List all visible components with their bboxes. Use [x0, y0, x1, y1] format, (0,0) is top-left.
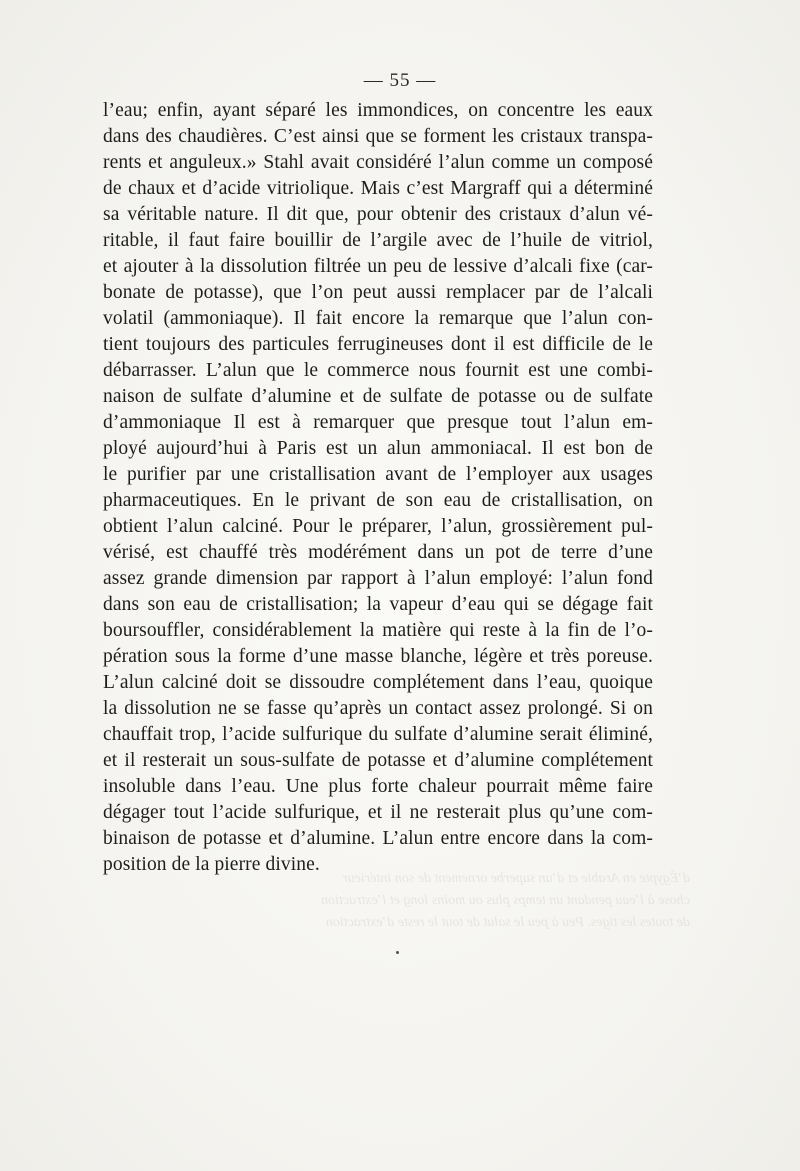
text-line: et ajouter à la dissolution filtrée un peu de lessive d’alcali fixe (car-	[103, 256, 653, 277]
text-line: d’ammoniaque Il est à remarquer que presque tout l’alun em-	[103, 412, 653, 433]
bleed-through-text: d’Égypte en Arabie et d’un superbe ornement de son intérieur chose à l’eau pendant un temps plus ou moins long et l’extraction de toutes les tiges. Peu à peu le salut de tout le reste d’extraction	[321, 871, 690, 930]
text-line: L’alun calciné doit se dissoudre complétement dans l’eau, quoique	[103, 672, 653, 693]
text-line: ritable, il faut faire bouillir de l’argile avec de l’huile de vitriol,	[103, 230, 653, 251]
text-line: sa véritable nature. Il dit que, pour obtenir des cristaux d’alun vé-	[103, 204, 653, 225]
text-line: naison de sulfate d’alumine et de sulfate de potasse ou de sulfate	[103, 386, 653, 407]
text-line: position de la pierre divine.	[103, 854, 320, 875]
text-line: tient toujours des particules ferrugineuses dont il est difficile de le	[103, 334, 653, 355]
text-line: rents et anguleux.» Stahl avait considéré l’alun comme un composé	[103, 152, 653, 173]
text-line: dans son eau de cristallisation; la vapeur d’eau qui se dégage fait	[103, 594, 653, 615]
text-line: binaison de potasse et d’alumine. L’alun entre encore dans la com-	[103, 828, 653, 849]
text-line: chauffait trop, l’acide sulfurique du sulfate d’alumine serait éliminé,	[103, 724, 653, 745]
text-line: bonate de potasse), que l’on peut aussi remplacer par de l’alcali	[103, 282, 653, 303]
ink-speck	[396, 951, 399, 954]
text-line: le purifier par une cristallisation avant de l’employer aux usages	[103, 464, 653, 485]
text-line: l’eau; enfin, ayant séparé les immondices, on concentre les eaux	[103, 100, 653, 121]
text-line: et il resterait un sous-sulfate de potasse et d’alumine complétement	[103, 750, 653, 771]
text-line: la dissolution ne se fasse qu’après un contact assez prolongé. Si on	[103, 698, 653, 719]
text-line: volatil (ammoniaque). Il fait encore la remarque que l’alun con-	[103, 308, 653, 329]
text-line: assez grande dimension par rapport à l’alun employé: l’alun fond	[103, 568, 653, 589]
text-line: de chaux et d’acide vitriolique. Mais c’est Margraff qui a déterminé	[103, 178, 653, 199]
text-line: insoluble dans l’eau. Une plus forte chaleur pourrait même faire	[103, 776, 653, 797]
text-line: obtient l’alun calciné. Pour le préparer, l’alun, grossièrement pul-	[103, 516, 653, 537]
text-line: dans des chaudières. C’est ainsi que se forment les cristaux transpa-	[103, 126, 653, 147]
text-line: boursouffler, considérablement la matière qui reste à la fin de l’o-	[103, 620, 653, 641]
text-line: dégager tout l’acide sulfurique, et il ne resterait plus qu’une com-	[103, 802, 653, 823]
text-line: pération sous la forme d’une masse blanche, légère et très poreuse.	[103, 646, 653, 667]
text-line: pharmaceutiques. En le privant de son eau de cristallisation, on	[103, 490, 653, 511]
text-line: débarrasser. L’alun que le commerce nous fournit est une combi-	[103, 360, 653, 381]
text-line: vérisé, est chauffé très modérément dans un pot de terre d’une	[103, 542, 653, 563]
text-line: ployé aujourd’hui à Paris est un alun ammoniacal. Il est bon de	[103, 438, 653, 459]
page-number: — 55 —	[363, 70, 437, 91]
body-text	[103, 98, 653, 878]
